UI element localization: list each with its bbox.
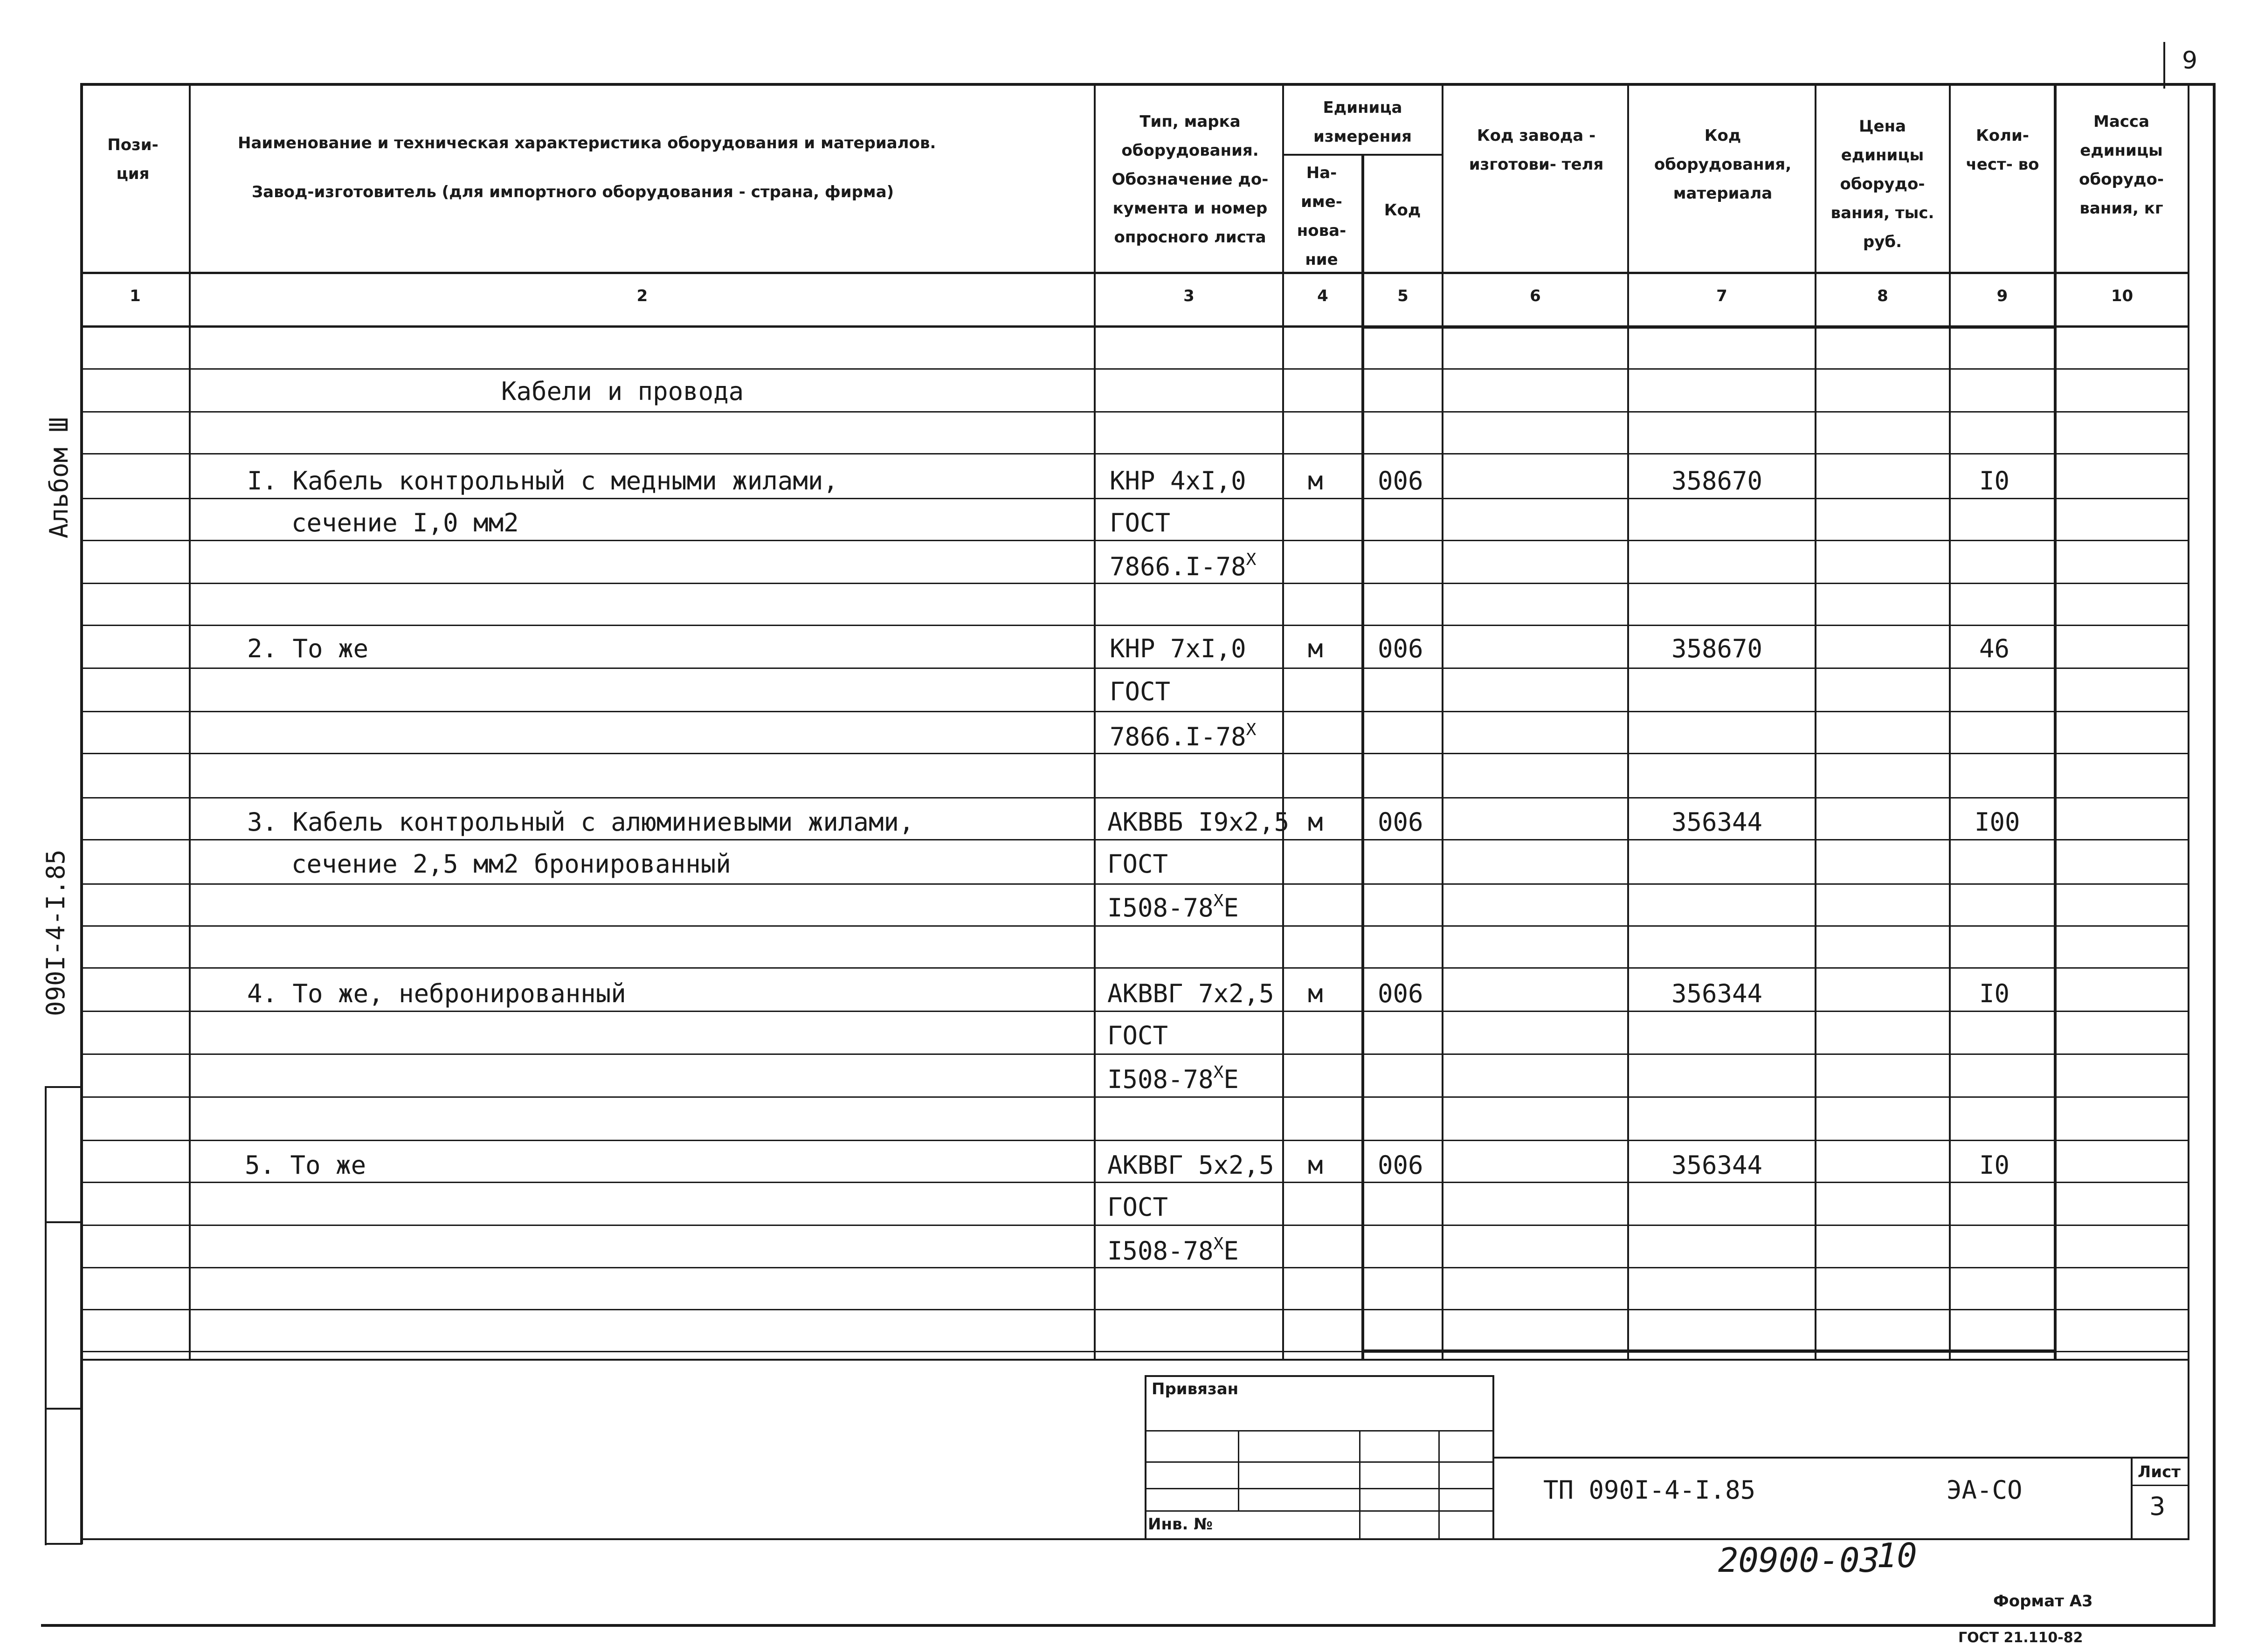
colnum-7: 7 [1716,287,1727,305]
item-3-code: 356344 [1671,807,1763,837]
item-1-type1: КНР 4хI,0 [1110,466,1246,496]
header-price: Цена единицы оборудо- вания, тыс. руб. [1830,117,1934,251]
item-1-code: 358670 [1671,466,1763,496]
item-3-name: 3. Кабель контрольный с алюминиевыми жилами, [247,807,914,837]
stamp-doc-code: ТП 090I-4-I.85 [1543,1475,1756,1505]
item-1-name2: сечение I,0 мм2 [291,508,519,537]
stamp-sheet-number: 3 [2149,1492,2166,1521]
item-2-qty: 46 [1979,634,2010,663]
item-5-code: 356344 [1671,1150,1763,1180]
item-3-name2: сечение 2,5 мм2 бронированный [291,849,731,879]
item-2-name: 2. То же [247,634,369,663]
item-3-unit-code: 006 [1378,807,1423,837]
item-4-type1: АКВВГ 7х2,5 [1107,979,1274,1008]
frame-bottom [41,1624,2216,1627]
page-number: 9 [2182,47,2198,75]
item-5-type1: АКВВГ 5х2,5 [1107,1150,1274,1180]
item-2-unit: м [1308,634,1323,663]
stamp-mark: ЭА-СО [1947,1475,2023,1505]
stamp-sheet-label: Лист [2138,1463,2181,1481]
side-doc-code: 090I-4-I.85 [41,849,70,1016]
handwritten-number: 20900-03 [1718,1541,1880,1580]
stamp-inv: Инв. № [1148,1515,1213,1534]
header-unit-name: На- име- нова- ние [1297,164,1347,269]
header-mass: Масса единицы оборудо- вания, кг [2079,112,2164,218]
header-type: Тип, марка оборудования. Обозначение до- кумента и номер опросного листа [1112,112,1269,247]
colnum-9: 9 [1996,287,2008,305]
item-3-type1: АКВВБ I9х2,5 [1107,807,1290,837]
item-2-code: 358670 [1671,634,1763,663]
item-5-type3: $I508-78^ХЕ$ [1107,1234,1239,1266]
item-1-type3: $7866.I-78^Х$ [1110,550,1257,581]
frame-top [80,83,2216,86]
header-name-line1: Наименование и техническая характеристика оборудования и материалов. [238,134,936,152]
item-2-type2: ГОСТ [1110,677,1171,706]
item-1-qty: I0 [1979,466,2010,496]
item-4-type2: ГОСТ [1107,1021,1168,1050]
header-plant-code: Код завода - изготови- теля [1469,126,1604,174]
album-label: Альбом Ш [44,417,74,538]
item-2-type1: КНР 7хI,0 [1110,634,1246,663]
handwritten-number-2: 10 [1877,1536,1917,1575]
colnum-6: 6 [1530,287,1541,305]
item-2-unit-code: 006 [1378,634,1423,663]
stamp-bound: Привязан [1152,1380,1239,1398]
item-3-qty: I00 [1975,807,2020,837]
colnum-1: 1 [130,287,141,305]
item-3-type2: ГОСТ [1107,849,1168,879]
item-4-unit-code: 006 [1378,979,1423,1008]
item-1-name: I. Кабель контрольный с медными жилами, [247,466,838,496]
header-equipment-code: Код оборудования, материала [1654,126,1792,203]
header-position: Пози- ция [107,136,159,183]
item-1-unit: м [1308,466,1323,496]
item-3-type3: $I508-78^ХЕ$ [1107,891,1239,922]
item-5-unit-code: 006 [1378,1150,1423,1180]
colnum-5: 5 [1397,287,1409,305]
standard-label: ГОСТ 21.110-82 [1958,1630,2083,1646]
item-2-type3: $7866.I-78^Х$ [1110,720,1257,751]
item-3-unit: м [1308,807,1323,837]
section-title: Кабели и провода [501,377,744,406]
item-4-code: 356344 [1671,979,1763,1008]
format-label: Формат А3 [1993,1592,2093,1611]
colnum-4: 4 [1317,287,1328,305]
item-4-unit: м [1308,979,1323,1008]
header-name-line2: Завод-изготовитель (для импортного оборудования - страна, фирма) [252,183,894,201]
item-1-type2: ГОСТ [1110,508,1171,537]
header-unit-code: Код [1384,201,1421,220]
frame-right [2213,83,2216,1626]
item-5-type2: ГОСТ [1107,1192,1168,1222]
header-quantity: Коли- чест- во [1966,126,2039,174]
colnum-10: 10 [2111,287,2134,305]
colnum-2: 2 [636,287,648,305]
item-4-type3: $I508-78^ХЕ$ [1107,1063,1239,1094]
item-5-unit: м [1308,1150,1323,1180]
item-5-qty: I0 [1979,1150,2010,1180]
item-4-name: 4. То же, небронированный [247,979,626,1008]
item-4-qty: I0 [1979,979,2010,1008]
header-units-group: Единица измерения [1313,98,1412,146]
item-5-name: 5. То же [245,1150,366,1180]
item-1-unit-code: 006 [1378,466,1423,496]
colnum-3: 3 [1183,287,1195,305]
colnum-8: 8 [1877,287,1888,305]
